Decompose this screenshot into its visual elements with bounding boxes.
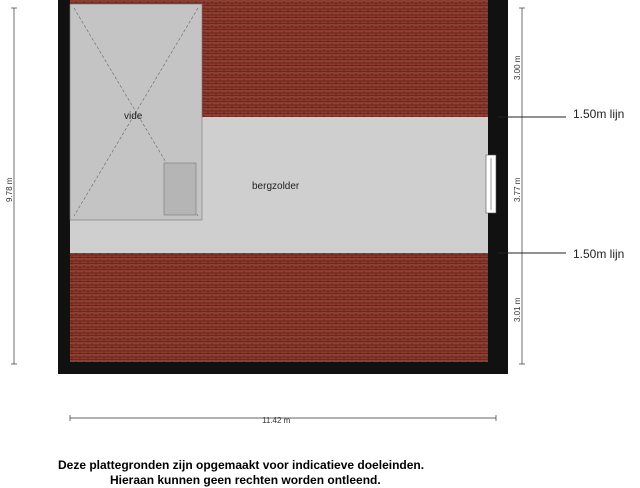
- dim-label-depth: 9.78 m: [5, 177, 14, 202]
- disclaimer-line-2: Hieraan kunnen geen rechten worden ontleend.: [110, 473, 381, 487]
- height-label-lower: 1.50m lijn: [573, 247, 625, 261]
- stair-hatch: [164, 163, 196, 215]
- dim-label-right-middle: 3.77 m: [513, 177, 522, 202]
- disclaimer-line-1: Deze plattegronden zijn opgemaakt voor indicatieve doeleinden.: [58, 458, 425, 472]
- dim-label-width: 11.42 m: [262, 416, 291, 425]
- roof-tiles-bottom: [70, 253, 488, 362]
- dim-label-right-top: 3.00 m: [513, 55, 522, 80]
- room-label-vide: vide: [124, 111, 143, 122]
- room-label-bergzolder: bergzolder: [252, 181, 300, 192]
- height-label-upper: 1.50m lijn: [573, 107, 625, 121]
- dim-label-right-bottom: 3.01 m: [513, 297, 522, 322]
